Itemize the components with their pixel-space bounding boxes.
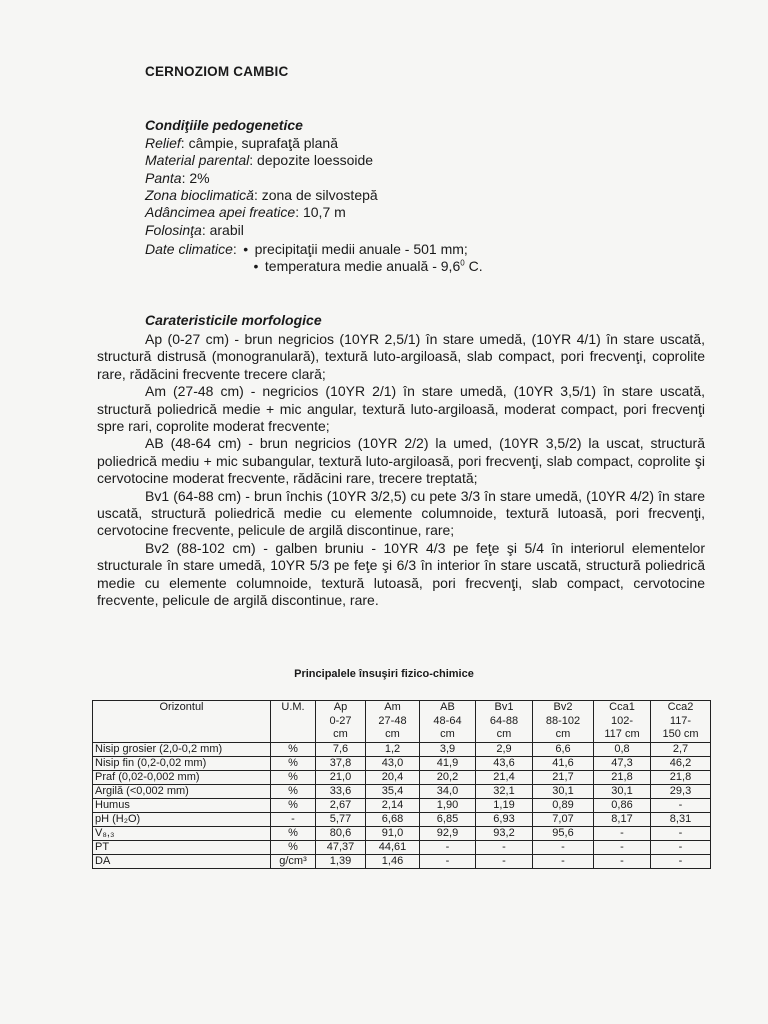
table-cell: 95,6	[533, 826, 594, 840]
table-cell: -	[420, 840, 476, 854]
row-property-name: Argilă (<0,002 mm)	[93, 784, 271, 798]
header-horizon-5: Cca1 102- 117 cm	[594, 701, 651, 743]
condition-line	[145, 187, 378, 204]
conditions-heading: Condiţiile pedogenetice	[145, 117, 303, 133]
table-row	[93, 770, 711, 784]
row-unit: %	[271, 770, 316, 784]
table-cell: 92,9	[420, 826, 476, 840]
header-orizontul: Orizontul	[93, 701, 271, 743]
row-property-name: DA	[93, 854, 271, 868]
table-header-row	[93, 701, 711, 743]
table-cell: 3,9	[420, 742, 476, 756]
table-cell: 34,0	[420, 784, 476, 798]
climate-precip: precipitaţii medii anuale - 501 mm;	[254, 241, 468, 257]
table-cell: 91,0	[366, 826, 420, 840]
table-cell: 0,8	[594, 742, 651, 756]
table-cell: 21,4	[476, 770, 533, 784]
table-cell: 93,2	[476, 826, 533, 840]
header-horizon-4: Bv2 88-102 cm	[533, 701, 594, 743]
header-horizon-1: Am 27-48 cm	[366, 701, 420, 743]
row-unit: %	[271, 742, 316, 756]
table-cell: 6,6	[533, 742, 594, 756]
condition-line	[145, 152, 373, 169]
condition-label: Material parental	[145, 152, 250, 169]
climate-line-1	[145, 241, 468, 258]
table-cell: 29,3	[651, 784, 711, 798]
table-cell: 7,07	[533, 812, 594, 826]
table-cell: 8,31	[651, 812, 711, 826]
document-title: CERNOZIOM CAMBIC	[145, 64, 289, 79]
table-cell: 47,3	[594, 756, 651, 770]
row-property-name: V₈,₃	[93, 826, 271, 840]
table-row	[93, 826, 711, 840]
condition-value: : 2%	[181, 169, 210, 186]
table-cell: 21,0	[316, 770, 366, 784]
row-property-name: Nisip fin (0,2-0,02 mm)	[93, 756, 271, 770]
table-cell: 32,1	[476, 784, 533, 798]
condition-line	[145, 135, 338, 152]
table-row	[93, 756, 711, 770]
climate-label: Date climatice	[145, 241, 233, 257]
table-cell: -	[651, 840, 711, 854]
table-cell: 6,93	[476, 812, 533, 826]
row-unit: %	[271, 826, 316, 840]
table-cell: 20,2	[420, 770, 476, 784]
table-cell: 33,6	[316, 784, 366, 798]
morphology-paragraph: AB (48-64 cm) - brun negricios (10YR 2/2) la umed, (10YR 3,5/2) la uscat, structură poliedrică mediu + mic subangular, textură luto-argiloasă, pori frecvenţi, slab compact, coprolite şi cervotocine moderat frecvente, rădăcini rare, trecere treptată;	[97, 435, 705, 487]
morphology-paragraph: Bv1 (64-88 cm) - brun închis (10YR 3/2,5) cu pete 3/3 în stare umedă, (10YR 4/2) în stare uscată, structură poliedrică medie cu elemente columnoide, textură lutoasă, pori frecvenţi, cervotocine frecvente, pelicule de argilă discontinue, rare;	[97, 487, 705, 539]
condition-value: : 10,7 m	[295, 204, 346, 221]
condition-label: Relief	[145, 135, 181, 151]
table-row	[93, 812, 711, 826]
row-property-name: pH (H₂O)	[93, 812, 271, 826]
table-row	[93, 840, 711, 854]
table-cell: 43,0	[366, 756, 420, 770]
table-cell: 7,6	[316, 742, 366, 756]
table-cell: -	[651, 826, 711, 840]
condition-label: Folosinţa	[145, 221, 202, 238]
condition-value: : câmpie, suprafaţă plană	[180, 135, 339, 151]
properties-table	[92, 700, 711, 869]
table-cell: 2,7	[651, 742, 711, 756]
condition-value: : zona de silvostepă	[253, 186, 378, 203]
table-cell: 21,7	[533, 770, 594, 784]
condition-line	[145, 170, 210, 187]
morphology-paragraph: Am (27-48 cm) - negricios (10YR 2/1) în stare umedă, (10YR 3,5/1) în stare uscată, structură poliedrică medie + mic angular, textură luto-argiloasă, moderat compact, pori frecvenţi spre rari, coprolite moderat frecvente;	[97, 383, 705, 435]
bullet-icon: •	[243, 241, 249, 257]
morphology-paragraph: Bv2 (88-102 cm) - galben bruniu - 10YR 4/3 pe feţe şi 5/4 în interiorul elementelor structurale în stare umedă, 10YR 5/3 pe feţe şi 6/3 în interior în stare uscată, structură poliedrică medie cu elemente columnoide, textură lutoasă, pori frecvenţi, slab compact, cervotocine frecvente, pelicule de argilă discontinue, rare.	[97, 539, 705, 609]
row-unit: %	[271, 756, 316, 770]
header-horizon-3: Bv1 64-88 cm	[476, 701, 533, 743]
row-property-name: PT	[93, 840, 271, 854]
row-unit: %	[271, 784, 316, 798]
table-cell: 8,17	[594, 812, 651, 826]
table-cell: -	[533, 840, 594, 854]
table-cell: 2,14	[366, 798, 420, 812]
row-unit: %	[271, 840, 316, 854]
table-cell: 1,2	[366, 742, 420, 756]
header-horizon-2: AB 48-64 cm	[420, 701, 476, 743]
header-horizon-0: Ap 0-27 cm	[316, 701, 366, 743]
table-cell: 1,46	[366, 854, 420, 868]
row-property-name: Humus	[93, 798, 271, 812]
table-row	[93, 854, 711, 868]
table-cell: 41,6	[533, 756, 594, 770]
condition-value: : arabil	[201, 221, 244, 238]
table-cell: -	[533, 854, 594, 868]
table-cell: 6,68	[366, 812, 420, 826]
table-cell: 41,9	[420, 756, 476, 770]
condition-value: : depozite loessoide	[249, 152, 374, 169]
table-cell: 30,1	[533, 784, 594, 798]
table-cell: -	[594, 840, 651, 854]
climate-temp: temperatura medie anuală - $9,6^0$ C.	[264, 258, 483, 274]
table-cell: 1,19	[476, 798, 533, 812]
condition-line	[145, 222, 244, 239]
table-cell: 1,90	[420, 798, 476, 812]
table-cell: -	[594, 826, 651, 840]
condition-line	[145, 204, 346, 221]
table-cell: 21,8	[594, 770, 651, 784]
header-horizon-6: Cca2 117- 150 cm	[651, 701, 711, 743]
table-row	[93, 798, 711, 812]
morphology-text	[97, 331, 705, 610]
table-cell: 44,61	[366, 840, 420, 854]
table-cell: 21,8	[651, 770, 711, 784]
table-cell: -	[651, 854, 711, 868]
row-unit: -	[271, 812, 316, 826]
climate-sep: :	[232, 241, 237, 257]
table-cell: 1,39	[316, 854, 366, 868]
table-cell: 20,4	[366, 770, 420, 784]
table-row	[93, 742, 711, 756]
row-unit: %	[271, 798, 316, 812]
morphology-heading: Carateristicile morfologice	[145, 312, 322, 328]
table-cell: 43,6	[476, 756, 533, 770]
table-cell: -	[476, 840, 533, 854]
table-cell: 30,1	[594, 784, 651, 798]
table-cell: 6,85	[420, 812, 476, 826]
table-cell: 35,4	[366, 784, 420, 798]
table-cell: -	[420, 854, 476, 868]
row-unit: g/cm³	[271, 854, 316, 868]
condition-label: Adâncimea apei freatice	[145, 204, 296, 221]
condition-label: Zona bioclimatică	[145, 186, 254, 203]
table-cell: 5,77	[316, 812, 366, 826]
row-property-name: Praf (0,02-0,002 mm)	[93, 770, 271, 784]
table-cell: 47,37	[316, 840, 366, 854]
table-cell: -	[476, 854, 533, 868]
table-cell: 46,2	[651, 756, 711, 770]
table-cell: -	[594, 854, 651, 868]
table-cell: 37,8	[316, 756, 366, 770]
table-cell: 0,89	[533, 798, 594, 812]
morphology-paragraph: Ap (0-27 cm) - brun negricios (10YR 2,5/1) în stare umedă, (10YR 4/1) în stare uscată, structură distrusă (monogranulară), textură luto-argiloasă, slab compact, pori frecvenţi, coprolite rare, rădăcini frecvente trecere clară;	[97, 331, 705, 382]
bullet-icon: •	[253, 258, 259, 274]
table-title: Principalele însuşiri fizico-chimice	[294, 668, 474, 680]
header-um: U.M.	[271, 701, 316, 743]
table-cell: 2,9	[476, 742, 533, 756]
table-cell: -	[651, 798, 711, 812]
table-cell: 0,86	[594, 798, 651, 812]
table-cell: 2,67	[316, 798, 366, 812]
table-row	[93, 784, 711, 798]
row-property-name: Nisip grosier (2,0-0,2 mm)	[93, 742, 271, 756]
condition-label: Panta	[145, 169, 182, 186]
climate-line-2	[251, 258, 483, 275]
table-cell: 80,6	[316, 826, 366, 840]
